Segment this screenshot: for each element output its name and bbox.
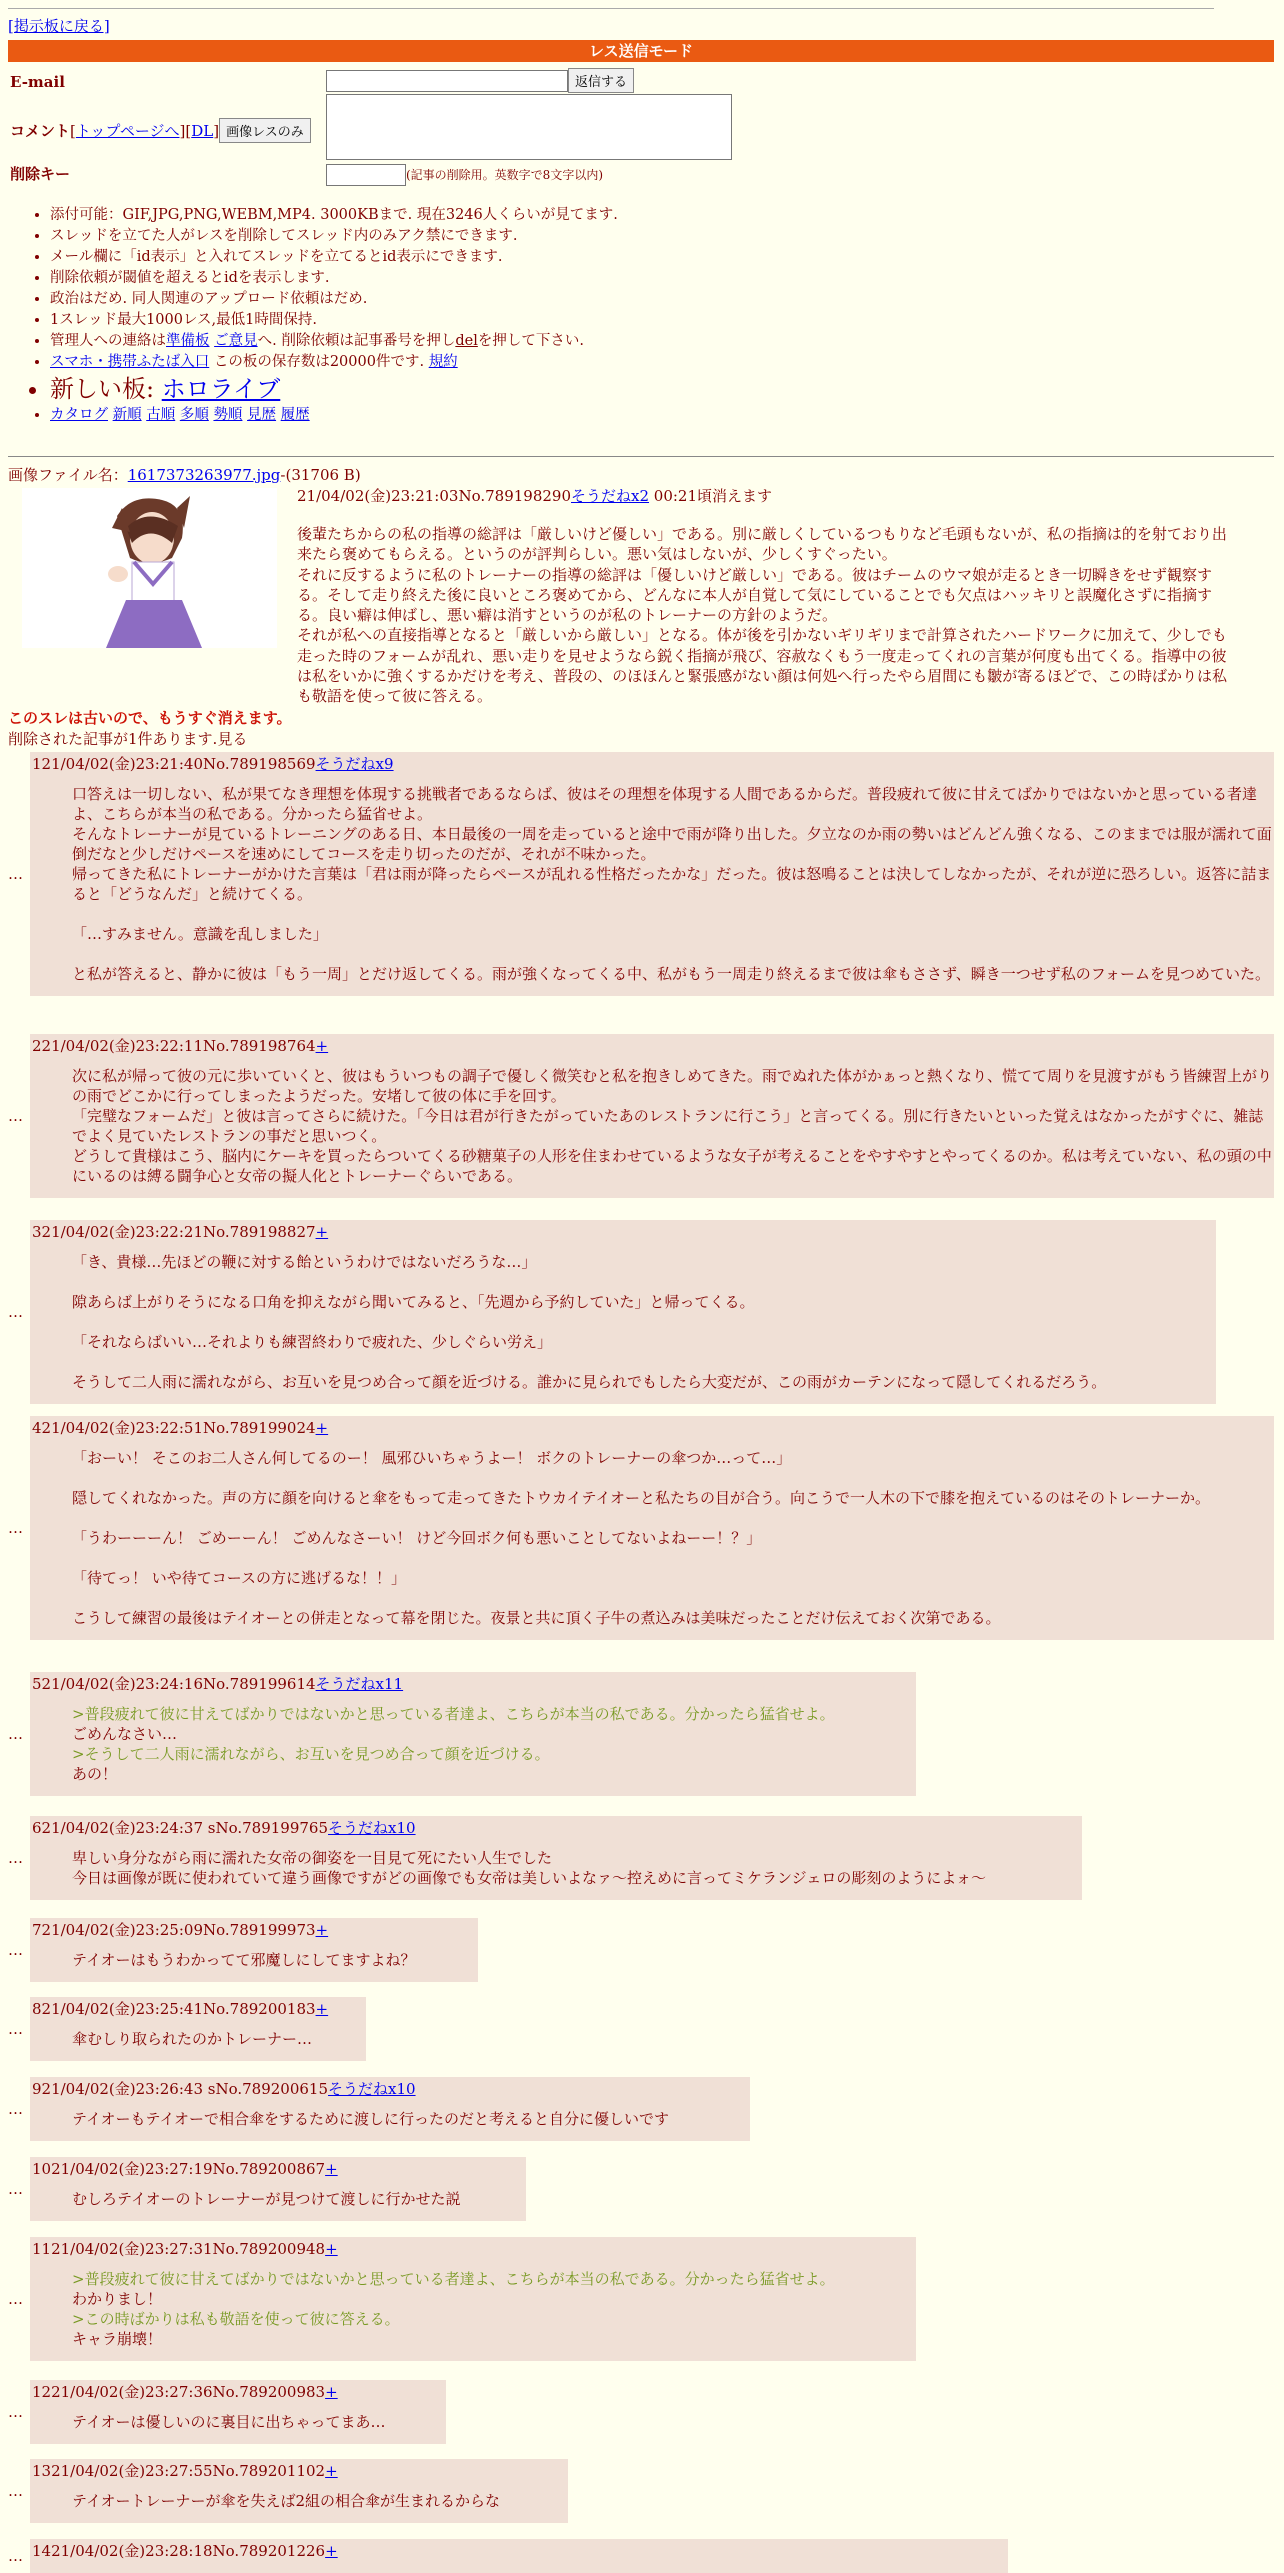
reply-box	[30, 1672, 916, 1796]
reply-body	[72, 2109, 748, 2129]
reply-marker: …	[8, 864, 23, 883]
rule-item: • メール欄に「id表示」と入れてスレッドを立てるとid表示にできます.	[50, 247, 1250, 268]
reply-line	[72, 1548, 1272, 1568]
sort-momentum-link[interactable]: 勢順	[213, 407, 243, 423]
sodane-button[interactable]: そうだねx9	[315, 755, 394, 773]
reply-line: ごめんなさい…	[72, 1725, 178, 1743]
reply-meta: 721/04/02(金)23:25:09No.789199973	[32, 1921, 316, 1939]
sodane-button[interactable]: +	[325, 2542, 338, 2560]
mobile-entrance-link[interactable]: スマホ・携帯ふたば入口	[50, 354, 210, 370]
reply	[8, 1220, 1216, 1404]
reply-marker: …	[8, 1724, 23, 1743]
op-paragraph: それに反するように私のトレーナーの指導の総評は「優しいけど厳しい」である。彼はチームのウマ娘が走るとき一切瞬きをせず観察する。そして走り終えた後に良いところ褒めてから、どんなに本人が自覚して気にしていることでも欠点はハッキリと誤魔化さずに指摘する。良い癖は伸ばし、悪い癖は消すというのが私のトレーナーの方針のようだ。	[297, 565, 1213, 624]
reply	[8, 2157, 526, 2221]
reply-box	[30, 1220, 1216, 1404]
reply-header	[32, 1674, 914, 1694]
sodane-button[interactable]: +	[315, 1419, 329, 1437]
rule-item: • スレッドを立てた人がレスを削除してスレッド内のみアク禁にできます.	[50, 226, 1250, 247]
top-divider	[8, 8, 1214, 9]
reply-body	[72, 2269, 914, 2349]
reply-box	[30, 2077, 750, 2141]
reply-line	[72, 1508, 1272, 1528]
reply-line: わかりまし！	[72, 2290, 163, 2308]
reply-box	[30, 2459, 568, 2523]
junbi-board-link[interactable]: 準備板	[166, 333, 210, 349]
reply-header	[32, 2159, 524, 2179]
op-paragraph: それが私への直接指導となると「厳しいから厳しい」となる。体が後を引かないギリギリまで計算されたハードワークに加えて、少しでも走った時のフォームが乱れ、悪い走りを見せようなら鋭く指摘が飛び、容赦なくもう一度走ってくれの言葉が何度も出てくる。指導中の彼は私をいかに強くするかだけを考え、普段の、のほほんと緊張感がない顔は何処へ行ったやら眉間にも皺が寄るほどで、この時ばかりは私も敬語を使って彼に答える。	[297, 626, 1228, 705]
reply-header	[32, 2382, 444, 2402]
reply-line: 傘むしり取られたのかトレーナー…	[72, 2030, 313, 2048]
catalog-link[interactable]: カタログ	[50, 407, 108, 423]
sodane-button[interactable]: +	[325, 2240, 338, 2258]
comment-label-group: コメント[トップページへ][DL] 画像レスのみ	[10, 118, 311, 143]
reply-line: あの！	[72, 1765, 118, 1783]
reply-line: 隙あらば上がりそうになる口角を抑えながら聞いてみると、「先週から予約していた」と帰ってくる。	[72, 1293, 755, 1311]
dl-link[interactable]: DL	[191, 122, 214, 140]
reply-header	[32, 2461, 566, 2481]
board-rules	[10, 205, 1250, 426]
reply	[8, 2380, 446, 2444]
reply-header	[32, 1036, 1272, 1056]
reply-line: 「それならばいい…それよりも練習終わりで疲れた、少しぐらい労え」	[72, 1333, 553, 1351]
reply-marker: …	[8, 2099, 23, 2118]
reply-body	[72, 1848, 1080, 1888]
reply	[8, 752, 1274, 996]
reply-body	[72, 1066, 1272, 1186]
reply-box	[30, 752, 1274, 996]
reply-marker: …	[8, 2481, 23, 2500]
reply-marker: …	[8, 2402, 23, 2421]
reply	[8, 1997, 366, 2061]
reply-meta: 1121/04/02(金)23:27:31No.789200948	[32, 2240, 326, 2258]
sort-new-link[interactable]: 新順	[112, 407, 142, 423]
sodane-button[interactable]: +	[315, 1037, 329, 1055]
delete-key-note: (記事の削除用。英数字で8文字以内)	[406, 167, 603, 182]
reply-body	[72, 1448, 1272, 1628]
reply-marker: …	[8, 1106, 23, 1125]
reply-line: 「待てっ！ いや待てコースの方に逃げるな！！」	[72, 1569, 407, 1587]
op-body	[48, 524, 1228, 706]
new-board-item: • 新しい板: ホロライブ	[50, 373, 1250, 405]
sodane-button[interactable]: +	[315, 1223, 329, 1241]
reply-meta: 421/04/02(金)23:22:51No.789199024	[32, 1419, 316, 1437]
reply-mode-banner: レス送信モード	[8, 40, 1274, 62]
reply	[8, 1672, 916, 1796]
reply-header	[32, 1222, 1214, 1242]
reply-meta: 521/04/02(金)23:24:16No.789199614	[32, 1675, 316, 1693]
sort-old-link[interactable]: 古順	[146, 407, 176, 423]
reply-line: 口答えは一切しない、私が果てなき理想を体現する挑戦者であるならば、彼はその理想を体現する人間であるからだ。普段疲れて彼に甘えてばかりではないかと思っている者達よ、こちらが本当の私である。分かったら猛省せよ。	[72, 785, 1258, 823]
reply-line: 「き、貴様…先ほどの鞭に対する飴というわけではないだろうな…」	[72, 1253, 537, 1271]
reply-meta: 621/04/02(金)23:24:37 sNo.789199765	[32, 1819, 329, 1837]
sodane-button[interactable]: +	[325, 2462, 338, 2480]
reply-line	[72, 1312, 1214, 1332]
reply-line: 「うわーーーん！ ごめーーん！ ごめんなさーい！ けど今回ボク何も悪いことしてないよねーー！？」	[72, 1529, 762, 1547]
quote-line: >この時ばかりは私も敬語を使って彼に答える。	[72, 2310, 400, 2328]
reply-header	[32, 1920, 476, 1940]
reply-meta: 221/04/02(金)23:22:11No.789198764	[32, 1037, 316, 1055]
reply-header	[32, 2239, 914, 2259]
reply	[8, 1416, 1274, 1640]
op-file-line: 画像ファイル名：1617373263977.jpg-(31706 B)	[8, 466, 361, 484]
top-page-link[interactable]: トップページへ	[75, 122, 180, 140]
reply-line	[72, 944, 1272, 964]
sort-many-link[interactable]: 多順	[179, 407, 209, 423]
reply-meta: 1221/04/02(金)23:27:36No.789200983	[32, 2383, 326, 2401]
reply-line: 「おーい！ そこのお二人さん何してるのー！ 風邪ひいちゃうよー！ ボクのトレーナーの傘つか…って…」	[72, 1449, 792, 1467]
reply-box	[30, 1816, 1082, 1900]
reply-line	[72, 1352, 1214, 1372]
image-only-button[interactable]: 画像レスのみ	[219, 118, 311, 143]
terms-link[interactable]: 規約	[428, 354, 458, 370]
reply-line: と私が答えると、静かに彼は「もう一周」とだけ返してくる。雨が強くなってくる中、私がもう一周走り終えるまで彼は傘もささず、瞬き一つせず私のフォームを見つめていた。	[72, 965, 1271, 983]
reply-meta: 1321/04/02(金)23:27:55No.789201102	[32, 2462, 326, 2480]
reply-line: テイオーはもうわかってて邪魔しにしてますよね？	[72, 1951, 416, 1969]
reply	[8, 1034, 1274, 1198]
reply-marker: …	[8, 2289, 23, 2308]
op-sodane-button[interactable]: そうだねx2	[571, 487, 650, 505]
reply-line: 「完璧なフォームだ」と彼は言ってさらに続けた。「今日は君が行きたがっていたあのレストランに行こう」と言ってくる。別に行きたいといった覚えはなかったがすぐに、雑誌でよく見ていたレストランの事だと思いつく。	[72, 1107, 1264, 1145]
sodane-button[interactable]: +	[325, 2383, 338, 2401]
sodane-button[interactable]: +	[315, 2000, 329, 2018]
deleted-posts-notice: 削除された記事が1件あります.見る	[8, 730, 248, 748]
history-link[interactable]: 履歴	[280, 407, 310, 423]
submit-button[interactable]: 返信する	[568, 68, 634, 93]
op-header	[297, 486, 772, 506]
reply-meta: 821/04/02(金)23:25:41No.789200183	[32, 2000, 316, 2018]
reply-box	[30, 1034, 1274, 1198]
reply-body	[72, 784, 1272, 984]
quote-line: >そうして二人雨に濡れながら、お互いを見つめ合って顔を近づける。	[72, 1745, 550, 1763]
reply-box	[30, 1416, 1274, 1640]
delete-key-label: 削除キー	[10, 165, 71, 183]
reply-marker: …	[8, 1302, 23, 1321]
email-label: E-mail	[10, 73, 65, 91]
reply-meta: 121/04/02(金)23:21:40No.789198569	[32, 755, 316, 773]
sodane-button[interactable]: そうだねx10	[328, 2080, 416, 2098]
reply-line: 今日は画像が既に使われていて違う画像ですがどの画像でも女帝は美しいよなァ～控えめに言ってミケランジェロの彫刻のようによォ～	[72, 1869, 987, 1887]
comment-textarea[interactable]	[326, 94, 732, 160]
reply-line: テイオーもテイオーで相合傘をするために渡しに行ったのだと考えると自分に優しいです	[72, 2110, 670, 2128]
reply-line: 「…すみません。意識を乱しました」	[72, 925, 328, 943]
reply-marker: …	[8, 1518, 23, 1537]
reply-line: 卑しい身分ながら雨に濡れた女帝の御姿を一目見て死にたい人生でした	[72, 1849, 553, 1867]
reply-header	[32, 754, 1272, 774]
new-board-link[interactable]: ホロライブ	[161, 375, 281, 403]
reply-marker: …	[8, 1848, 23, 1867]
reply-body	[72, 2029, 364, 2049]
reply-meta: 921/04/02(金)23:26:43 sNo.789200615	[32, 2080, 329, 2098]
reply-box	[30, 2237, 916, 2361]
rule-item-mobile: • スマホ・携帯ふたば入口 この板の保存数は20000件です. 規約	[50, 352, 1250, 373]
op-expire: 00:21頃消えます	[649, 487, 773, 505]
reply-line	[72, 1272, 1214, 1292]
sodane-button[interactable]: +	[315, 1921, 329, 1939]
rule-item: • 削除依頼が閾値を超えるとidを表示します.	[50, 268, 1250, 289]
reply-box	[30, 2157, 526, 2221]
reply	[8, 1816, 1082, 1900]
reply-box	[30, 2380, 446, 2444]
op-date: 21/04/02(金)23:21:03No.789198290	[297, 487, 571, 505]
reply-body	[72, 2189, 524, 2209]
reply	[8, 2237, 916, 2361]
reply-body	[72, 1704, 914, 1784]
reply-line: どうして貴様はこう、脳内にケーキを買ったらついてくる砂糖菓子の人形を住まわせているような女子が考えることをやすやすとやってくるのか。私は考えていない、私の頭の中にいるのは縛る闘争心と女帝の擬人化とトレーナーぐらいである。	[72, 1147, 1272, 1185]
reply-body	[72, 1252, 1214, 1392]
section-divider	[8, 456, 1274, 457]
op-paragraph: 後輩たちからの私の指導の総評は「厳しいけど優しい」である。別に厳しくしているつもりなど毛頭もないが、私の指摘は的を射ており出来たら褒めてもらえる。というのが評判らしい。悪い気はしないが、少しくすぐったい。	[297, 525, 1227, 564]
reply-line	[72, 1588, 1272, 1608]
del-label: del	[455, 333, 478, 349]
reply-box	[30, 1997, 366, 2061]
reply-meta: 1021/04/02(金)23:27:19No.789200867	[32, 2160, 326, 2178]
reply-line	[72, 1468, 1272, 1488]
reply-line: そんなトレーナーが見ているトレーニングのある日、本日最後の一周を走っていると途中で雨が降り出した。夕立なのか雨の勢いはどんどん強くなる、このままでは服が濡れて面倒だなと少しだけペースを速めにしてコースを走り切ったのだが、それが不味かった。	[72, 825, 1272, 863]
reply-body	[72, 1950, 476, 1970]
reply	[8, 2077, 750, 2141]
reply-line: 帰ってきた私にトレーナーがかけた言葉は「君は雨が降ったらペースが乱れる性格だったかな」だった。彼は怒鳴ることは決してしなかったが、それが逆に恐ろしい。返答に詰まると「どうなんだ」と続けてくる。	[72, 865, 1272, 903]
rule-item: • 1スレッド最大1000レス,最低1時間保持.	[50, 310, 1250, 331]
quote-line: >普段疲れて彼に甘えてばかりではないかと思っている者達よ、こちらが本当の私である。分かったら猛省せよ。	[72, 2270, 835, 2288]
reply	[8, 1918, 478, 1982]
reply-line: 隠してくれなかった。声の方に顔を向けると傘をもって走ってきたトウカイテイオーと私たちの目が合う。向こうで一人木の下で膝を抱えているのはそのトレーナーか。	[72, 1489, 1211, 1507]
sort-links	[50, 405, 1250, 426]
rule-item-contact: • 管理人への連絡は準備板 ご意見へ. 削除依頼は記事番号を押しdelを押して下さい.	[50, 331, 1250, 352]
sodane-button[interactable]: +	[325, 2160, 338, 2178]
reply-box	[30, 1918, 478, 1982]
reply-line: テイオートレーナーが傘を失えば2組の相合傘が生まれるからな	[72, 2492, 501, 2510]
email-field[interactable]	[326, 70, 568, 92]
reply-line: キャラ崩壊！	[72, 2330, 163, 2348]
back-to-board-link[interactable]: [掲示板に戻る]	[8, 17, 110, 35]
view-history-link[interactable]: 見歴	[247, 407, 277, 423]
reply-header	[32, 1418, 1272, 1438]
rule-item: • 政治はだめ. 同人関連のアップロード依頼はだめ.	[50, 289, 1250, 310]
reply-marker: …	[8, 2546, 23, 2565]
reply-meta: 321/04/02(金)23:22:21No.789198827	[32, 1223, 316, 1241]
reply-marker: …	[8, 2179, 23, 2198]
reply-line: 次に私が帰って彼の元に歩いていくと、彼はもういつもの調子で優しく微笑むと私を抱きしめてきた。雨でぬれた体がかぁっと熱くなり、慌てて周りを見渡すがもう皆練習上がりの雨でどこかに行ってしまったようだった。安堵して彼の体に手を回す。	[72, 1067, 1273, 1105]
reply-line: そうして二人雨に濡れながら、お互いを見つめ合って顔を近づける。誰かに見られでもしたら大変だが、この雨がカーテンになって隠してくれるだろう。	[72, 1373, 1107, 1391]
reply-line: むしろテイオーのトレーナーが見つけて渡しに行かせた説	[72, 2190, 461, 2208]
sodane-button[interactable]: そうだねx11	[315, 1675, 404, 1693]
reply-header	[32, 1999, 364, 2019]
rule-item: • 添付可能：GIF,JPG,PNG,WEBM,MP4. 3000KBまで. 現在3246人くらいが見てます.	[50, 205, 1250, 226]
feedback-link[interactable]: ご意見	[214, 333, 258, 349]
reply-header	[32, 2541, 1006, 2561]
comment-label: コメント	[10, 122, 71, 140]
reply-marker: …	[8, 1940, 23, 1959]
reply-marker: …	[8, 2019, 23, 2038]
op-image-file-link[interactable]: 1617373263977.jpg	[127, 466, 281, 484]
reply-body	[72, 2491, 566, 2511]
delete-key-field[interactable]	[326, 164, 406, 186]
reply-header	[32, 2079, 748, 2099]
reply-line: テイオーは優しいのに裏目に出ちゃってまあ…	[72, 2413, 386, 2431]
reply-meta: 1421/04/02(金)23:28:18No.789201226	[32, 2542, 326, 2560]
reply-line: こうして練習の最後はテイオーとの併走となって幕を閉じた。夜景と共に頂く子牛の煮込みは美味だったことだけ伝えておく次第である。	[72, 1609, 1001, 1627]
quote-line: >普段疲れて彼に甘えてばかりではないかと思っている者達よ、こちらが本当の私である。分かったら猛省せよ。	[72, 1705, 835, 1723]
thread-old-warning: このスレは古いので、もうすぐ消えます。	[8, 709, 292, 727]
reply-body	[72, 2412, 444, 2432]
reply-line	[72, 904, 1272, 924]
sodane-button[interactable]: そうだねx10	[328, 1819, 416, 1837]
reply-header	[32, 1818, 1080, 1838]
reply	[8, 2459, 568, 2523]
